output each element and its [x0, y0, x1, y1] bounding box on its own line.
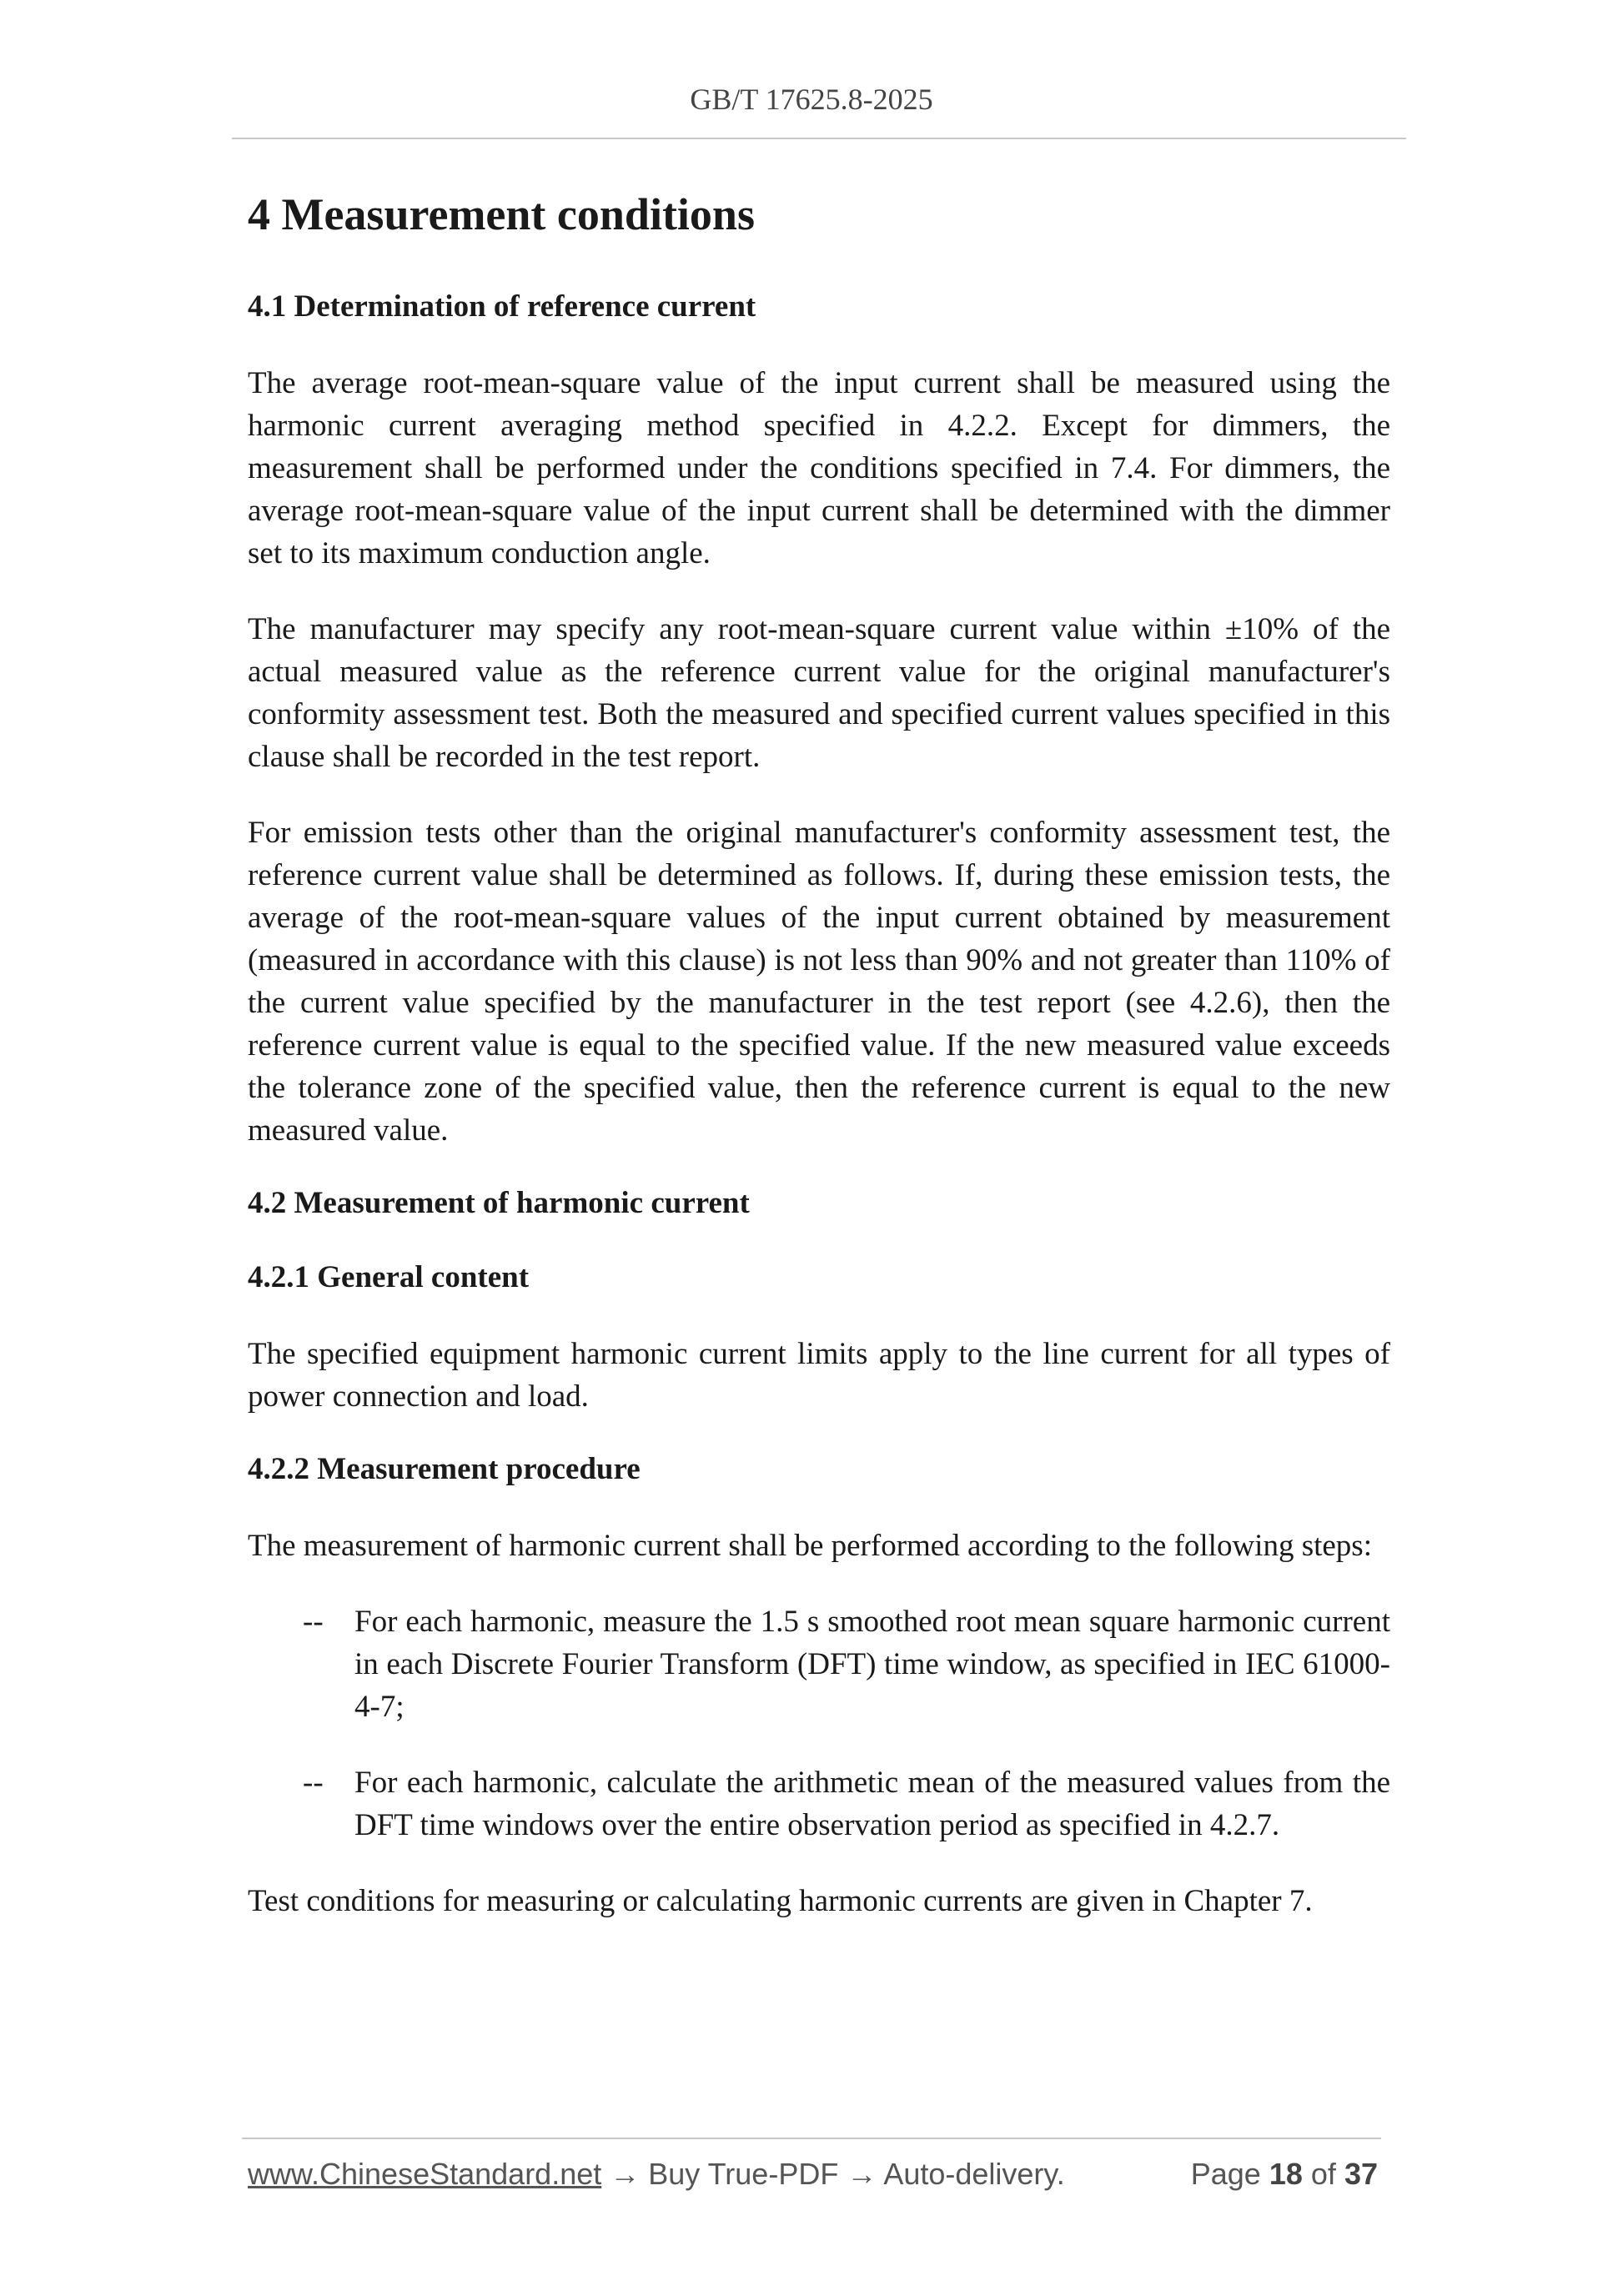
page-footer [248, 2157, 1378, 2192]
footer-promo-text: → Buy True-PDF → Auto-delivery. [601, 2157, 1065, 2191]
footer-promo [248, 2157, 1065, 2192]
chapter-title: 4 Measurement conditions [248, 189, 755, 239]
document-code-header: GB/T 17625.8-2025 [690, 83, 933, 116]
list-item [248, 1761, 1390, 1846]
list-marker: -- [303, 1605, 324, 1640]
of-label: of [1310, 2157, 1336, 2191]
section-4-1-paragraph-3: For emission tests other than the original manufacturer's conformity assessment test, the reference current value shall be determined as follows. If, during these emission tests, the average of the root-mean-square values of the input current obtained by measurement (measured in accordance with this clause) is not less than 90% and not greater than 110% of the current value specified by the manufacturer in the test report (see 4.2.6), then the reference current value is equal to the specified value. If the new measured value exceeds the tolerance zone of the specified value, then the reference current is equal to the new measured value. [248, 816, 1390, 1148]
section-4-2-1-paragraph: The specified equipment harmonic current limits apply to the line current for all types of power connection and load. [248, 1336, 1390, 1414]
page-content [248, 188, 1390, 1956]
list-marker: -- [303, 1766, 324, 1801]
page-indicator [1191, 2157, 1378, 2192]
section-4-1-paragraph-1: The average root-mean-square value of the input current shall be measured using the harmonic current averaging method specified in 4.2.2. Except for dimmers, the measurement shall be performed under the conditions specified in 7.4. For dimmers, the average root-mean-square value of the input current shall be determined with the dimmer set to its maximum conduction angle. [248, 366, 1390, 571]
section-4-2-2-heading: 4.2.2 Measurement procedure [248, 1451, 641, 1486]
section-4-2-1-heading: 4.2.1 General content [248, 1259, 530, 1294]
list-item [248, 1600, 1390, 1728]
section-4-1-heading: 4.1 Determination of reference current [248, 289, 756, 324]
website-link[interactable]: www.ChineseStandard.net [248, 2157, 602, 2191]
section-4-2-2-intro: The measurement of harmonic current shall be performed according to the following steps: [248, 1529, 1372, 1564]
section-4-2-heading: 4.2 Measurement of harmonic current [248, 1186, 750, 1221]
section-4-2-2-closing: Test conditions for measuring or calculating harmonic currents are given in Chapter 7. [248, 1884, 1313, 1919]
list-item-text: For each harmonic, measure the 1.5 s smoothed root mean square harmonic current in each Discrete Fourier Transform (DFT) time window, as specified in IEC 61000-4-7; [354, 1605, 1390, 1725]
list-item-text: For each harmonic, calculate the arithmetic mean of the measured values from the DFT time windows over the entire observation period as specified in 4.2.7. [354, 1766, 1390, 1843]
footer-divider [242, 2138, 1381, 2139]
total-pages-number: 37 [1344, 2157, 1378, 2191]
section-4-1-paragraph-2: The manufacturer may specify any root-mean-square current value within ±10% of the actual measured value as the reference current value for the original manufacturer's conformity assessment test. Both the measured and specified current values specified in this clause shall be recorded in the test report. [248, 612, 1390, 775]
header-divider [232, 138, 1406, 139]
page-label: Page [1190, 2157, 1261, 2191]
current-page-number: 18 [1269, 2157, 1303, 2191]
